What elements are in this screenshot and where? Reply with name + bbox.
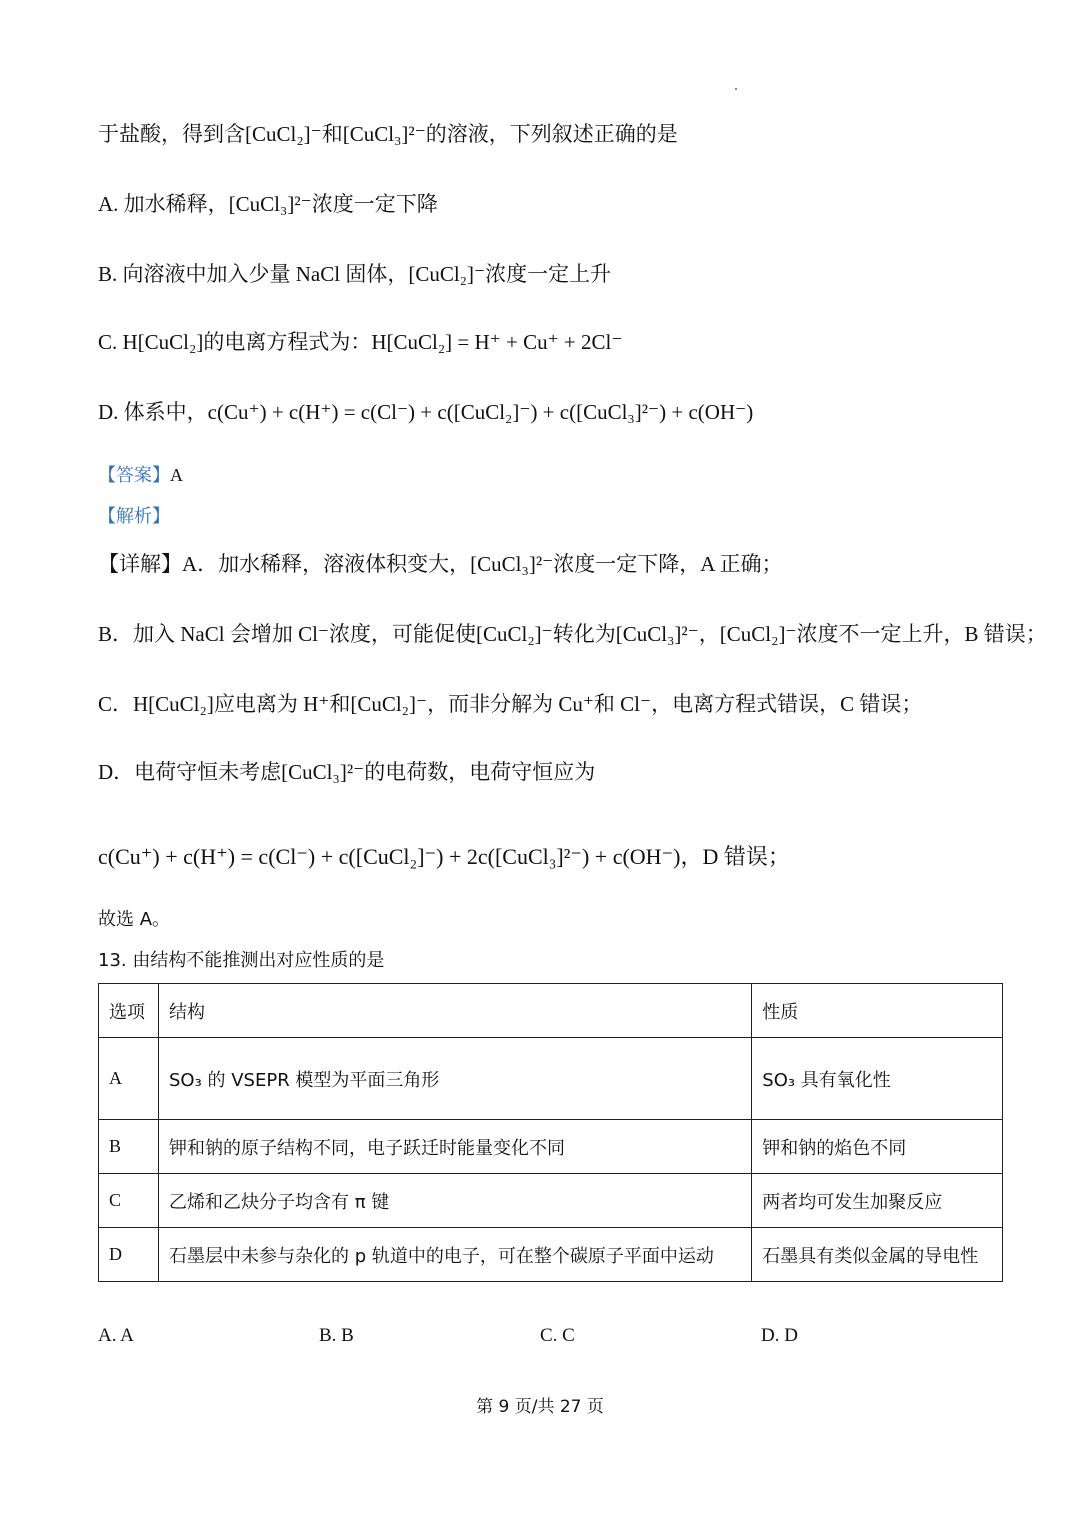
detail-a: 【详解】A．加水稀释，溶液体积变大，[CuCl₃]²⁻浓度一定下降，A 正确； [98,552,783,576]
table-row [99,1120,1003,1174]
q13-table [98,983,1003,1282]
row-property: 两者均可发生加聚反应 [752,1174,1003,1228]
header-property: 性质 [752,984,1003,1038]
header-structure: 结构 [158,984,751,1038]
table-header-row [99,984,1003,1038]
answer-tag: 【答案】 [98,465,170,486]
q12-option-a: A. 加水稀释，[CuCl₃]²⁻浓度一定下降 [98,192,438,216]
q12-option-c: C. H[CuCl₂]的电离方程式为：H[CuCl₂] = H⁺ + Cu⁺ + 2Cl⁻ [98,330,623,354]
row-property: 钾和钠的焰色不同 [752,1120,1003,1174]
q12-stem-tail: 于盐酸，得到含[CuCl₂]⁻和[CuCl₃]²⁻的溶液，下列叙述正确的是 [98,122,678,146]
choice-b: B. B [319,1325,354,1346]
q13-stem: 13. 由结构不能推测出对应性质的是 [98,950,385,971]
detail-c: C．H[CuCl₂]应电离为 H⁺和[CuCl₂]⁻，而非分解为 Cu⁺和 Cl⁻，电离方程式错误，C 错误； [98,692,923,716]
row-label: D [99,1228,159,1282]
choice-a: A. A [98,1325,134,1346]
analysis-tag: 【解析】 [98,506,170,527]
row-structure: SO₃ 的 VSEPR 模型为平面三角形 [158,1038,751,1120]
row-label: A [99,1038,159,1120]
detail-b: B．加入 NaCl 会增加 Cl⁻浓度，可能促使[CuCl₂]⁻转化为[CuCl₃]²⁻，[CuCl₂]⁻浓度不一定上升，B 错误； [98,622,1047,646]
row-structure: 钾和钠的原子结构不同，电子跃迁时能量变化不同 [158,1120,751,1174]
q12-option-b: B. 向溶液中加入少量 NaCl 固体，[CuCl₂]⁻浓度一定上升 [98,262,612,286]
table-row [99,1228,1003,1282]
row-structure: 乙烯和乙炔分子均含有 π 键 [158,1174,751,1228]
row-structure: 石墨层中未参与杂化的 p 轨道中的电子，可在整个碳原子平面中运动 [158,1228,751,1282]
detail-d-equation: c(Cu⁺) + c(H⁺) = c(Cl⁻) + c([CuCl₂]⁻) + 2c([CuCl₃]²⁻) + c(OH⁻)，D 错误； [98,844,790,869]
header-option: 选项 [99,984,159,1038]
answer-value: A [170,465,183,485]
q12-option-d: D. 体系中，c(Cu⁺) + c(H⁺) = c(Cl⁻) + c([CuCl₂]⁻) + c([CuCl₃]²⁻) + c(OH⁻) [98,400,754,424]
detail-d: D．电荷守恒未考虑[CuCl₃]²⁻的电荷数，电荷守恒应为 [98,760,596,784]
row-property: 石墨具有类似金属的导电性 [752,1228,1003,1282]
table-row [99,1174,1003,1228]
choice-c: C. C [540,1325,575,1346]
scan-speck [735,88,737,90]
page-footer: 第 9 页/共 27 页 [476,1397,604,1417]
choice-d: D. D [761,1325,798,1346]
answer-line [98,461,183,487]
row-label: C [99,1174,159,1228]
row-label: B [99,1120,159,1174]
conclusion: 故选 A。 [98,909,171,930]
table-row [99,1038,1003,1120]
row-property: SO₃ 具有氧化性 [752,1038,1003,1120]
